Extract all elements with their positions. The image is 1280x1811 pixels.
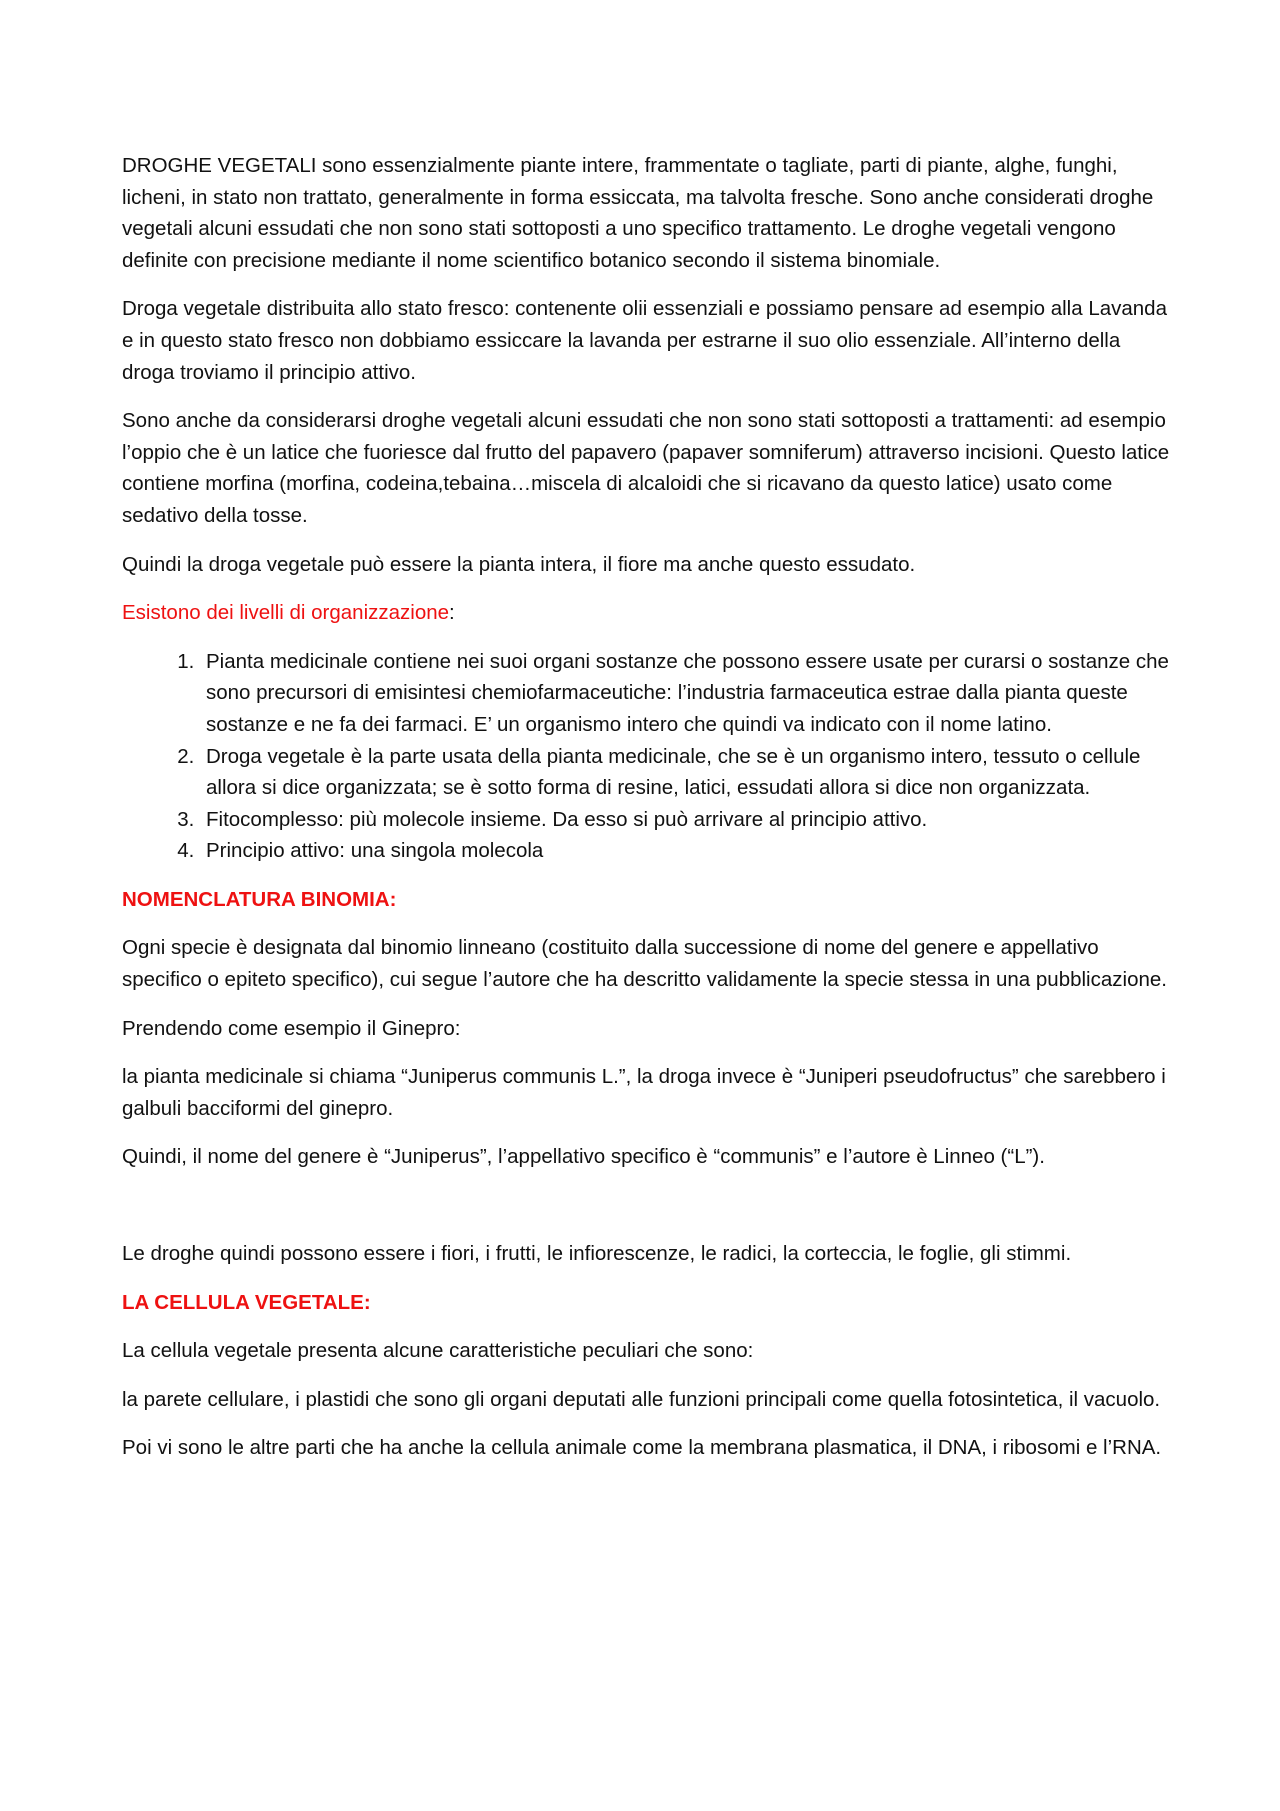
paragraph-summary: Quindi la droga vegetale può essere la pianta intera, il fiore ma anche questo essudato. — [122, 552, 916, 576]
list-item: 2. Droga vegetale è la parte usata della pianta medicinale, che se è un organismo intero, tessuto o cellule allora si dice organizzata; se è sotto forma di resine, latici, essudati allora si dice non organizzata. — [200, 741, 1177, 804]
list-item: 1. Pianta medicinale contiene nei suoi organi sostanze che possono essere usate per curarsi o sostanze che sono precursori di emisintesi chemiofarmaceutiche: l’industria farmaceutica estrae dalla pianta queste sostanze e ne fa dei farmaci. E’ un organismo intero che quindi va indicato con il nome latino. — [200, 646, 1177, 741]
paragraph-fresh-drug: Droga vegetale distribuita allo stato fresco: contenente olii essenziali e possiamo pensare ad esempio alla Lavanda e in questo stato fresco non dobbiamo essiccare la lavanda per estrarne il suo olio essenziale. All’interno della droga troviamo il principio attivo. — [122, 297, 1167, 384]
list-item: 3. Fitocomplesso: più molecole insieme. Da esso si può arrivare al principio attivo. — [200, 804, 1177, 836]
paragraph-genus: Quindi, il nome del genere è “Juniperus”, l’appellativo specifico è “communis” e l’autore è Linneo (“L”). — [122, 1145, 1045, 1169]
paragraph-intro: DROGHE VEGETALI sono essenzialmente piante intere, frammentate o tagliate, parti di piante, alghe, funghi, licheni, in stato non trattato, generalmente in forma essiccata, ma talvolta fresche. Sono anche considerati droghe vegetali alcuni essudati che non sono stati sottoposti a uno specifico trattamento. Le droghe vegetali vengono definite con precisione mediante il nome scientifico botanico secondo il sistema binomiale. — [122, 154, 1154, 272]
heading-cellula: LA CELLULA VEGETALE: — [122, 1290, 371, 1314]
paragraph-other-parts: Poi vi sono le altre parti che ha anche la cellula animale come la membrana plasmatica, il DNA, i ribosomi e l’RNA. — [122, 1436, 1162, 1460]
paragraph-juniper-example: Prendendo come esempio il Ginepro: — [122, 1016, 461, 1040]
heading-nomenclatura: NOMENCLATURA BINOMIA: — [122, 887, 397, 911]
paragraph-drug-parts: Le droghe quindi possono essere i fiori, i frutti, le infiorescenze, le radici, la corteccia, le foglie, gli stimmi. — [122, 1242, 1072, 1266]
paragraph-juniper-names: la pianta medicinale si chiama “Juniperus communis L.”, la droga invece è “Juniperi pseudofructus” che sarebbero i galbuli bacciformi del ginepro. — [122, 1065, 1166, 1120]
levels-intro — [122, 597, 1177, 629]
paragraph-cell-wall: la parete cellulare, i plastidi che sono gli organi deputati alle funzioni principali come quella fotosintetica, il vacuolo. — [122, 1387, 1161, 1411]
paragraph-cell-features: La cellula vegetale presenta alcune caratteristiche peculiari che sono: — [122, 1339, 754, 1363]
levels-intro-colon: : — [449, 601, 455, 625]
paragraph-binomial: Ogni specie è designata dal binomio linneano (costituito dalla successione di nome del genere e appellativo specifico o epiteto specifico), cui segue l’autore che ha descritto validamente la specie stessa in una pubblicazione. — [122, 936, 1167, 992]
document-body — [122, 150, 1177, 1481]
paragraph-exudates: Sono anche da considerarsi droghe vegetali alcuni essudati che non sono stati sottoposti a trattamenti: ad esempio l’oppio che è un latice che fuoriesce dal frutto del papavero (papaver somniferum) attraverso incisioni. Questo latice contiene morfina (morfina, codeina,tebaina…miscela di alcaloidi che si ricavano da questo latice) usato come sedativo della tosse. — [122, 409, 1170, 527]
list-item: 4. Principio attivo: una singola molecola — [200, 835, 1177, 867]
levels-intro-red-text: Esistono dei livelli di organizzazione — [122, 601, 450, 625]
organization-levels-list — [122, 646, 1177, 867]
blank-line — [122, 1190, 1177, 1238]
